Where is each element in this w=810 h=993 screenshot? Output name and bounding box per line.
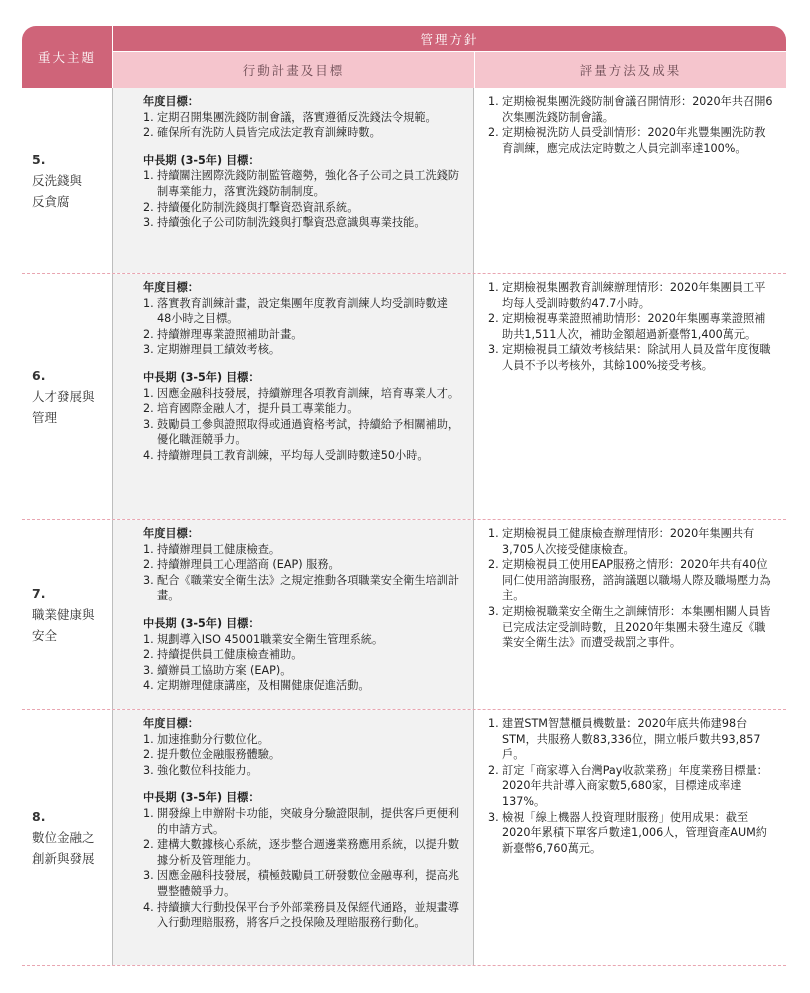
goal-item [143,542,461,558]
item-number: 3. [143,417,154,431]
action-plan-cell [112,274,474,519]
item-number: 4. [143,448,154,462]
item-number: 3. [488,810,499,824]
item-text: 持續辦理員工健康檢查。 [157,542,281,556]
action-plan-header: 行動計畫及目標 [112,52,474,88]
evaluation-item [488,526,774,557]
goal-item [143,837,461,868]
item-number: 2. [143,327,154,341]
goal-group [143,153,461,231]
goal-group-title: 中長期 (3-5年) 目標： [143,791,260,805]
goal-item [143,342,461,358]
goal-item [143,763,461,779]
theme-title: 反貪腐 [32,194,70,209]
item-text: 持續關注國際洗錢防制監管趨勢，強化各子公司之員工洗錢防制專業能力，落實洗錢防制制度。 [157,169,460,198]
goal-group-title: 年度目標： [143,95,199,108]
evaluation-item [488,94,774,125]
goal-item [143,732,461,748]
goal-group [143,716,461,778]
evaluation-item [488,763,774,810]
goal-item [143,401,461,417]
theme-cell [22,710,112,965]
goal-item [143,386,461,402]
item-text: 定期檢視集團洗錢防制會議召開情形：2020年共召開6次集團洗錢防制會議。 [502,95,773,124]
major-topic-header: 重大主題 [22,26,112,88]
management-policy-header: 管理方針 [112,26,786,52]
item-number: 1. [143,632,154,646]
item-number: 2. [488,558,499,572]
item-number: 3. [488,343,499,357]
table-body [22,88,786,966]
goal-group-title: 中長期 (3-5年) 目標： [143,616,260,630]
item-number: 1. [143,110,154,124]
goal-item [143,215,461,231]
item-number: 2. [143,748,154,762]
item-number: 3. [143,663,154,677]
goal-item [143,296,461,327]
policy-header-group [112,26,786,88]
item-number: 3. [143,869,154,883]
table-row [22,88,786,274]
item-text: 提升數位金融服務體驗。 [157,748,281,762]
goal-item [143,632,461,648]
goal-group-title: 中長期 (3-5年) 目標： [143,153,260,167]
item-number: 2. [143,648,154,662]
theme-title: 管理 [32,410,58,425]
goal-group-title: 中長期 (3-5年) 目標： [143,370,260,384]
evaluation-cell [474,520,786,709]
sub-header-row [112,52,786,88]
item-text: 規劃導入ISO 45001職業安全衛生管理系統。 [157,632,384,646]
item-number: 1. [143,169,154,183]
theme-title: 反洗錢與 [32,173,83,188]
item-text: 定期檢視員工績效考核結果：除試用人員及當年度復職人員不予以考核外，其餘100%接受考核。 [502,343,771,372]
item-number: 2. [488,763,499,777]
evaluation-header: 評量方法及成果 [474,52,786,88]
item-number: 2. [488,312,499,326]
item-number: 4. [143,679,154,693]
evaluation-item [488,810,774,857]
item-text: 持續優化防制洗錢與打擊資恐資訊系統。 [157,200,359,214]
goal-group [143,616,461,694]
goal-item [143,663,461,679]
goal-item [143,125,461,141]
goal-item [143,448,461,464]
item-number: 3. [143,763,154,777]
theme-title: 數位金融之 [32,830,95,845]
item-text: 持續擴大行動投保平台予外部業務員及保經代通路，並規畫導入行動理賠服務，將客戶之投保險及理賠服務行動化。 [157,900,460,930]
theme-number: 7. [32,586,46,601]
item-number: 1. [488,527,499,540]
goal-item [143,327,461,343]
item-text: 開發線上申辦附卡功能，突破身分驗證限制，提供客戶更便利的申請方式。 [157,806,460,836]
item-text: 持續辦理員工心理諮商 (EAP) 服務。 [157,558,340,572]
item-text: 因應金融科技發展，積極鼓勵員工研發數位金融專利，提高兆豐整體競爭力。 [157,869,460,898]
action-plan-cell [112,710,474,965]
item-number: 4. [143,900,154,914]
item-number: 2. [143,838,154,852]
goal-item [143,868,461,899]
item-number: 2. [143,126,154,140]
goal-item [143,747,461,763]
table-row [22,274,786,520]
evaluation-item [488,280,774,311]
item-number: 1. [488,95,499,108]
goal-group [143,280,461,358]
theme-title: 職業健康與 [32,607,95,622]
item-text: 定期檢視職業安全衛生之訓練情形：本集團相關人員皆已完成法定受訓時數，且2020年集團未發生違反《職業安全衛生法》而遭受裁罰之事件。 [502,604,771,650]
table-row [22,710,786,966]
item-number: 3. [143,216,154,230]
item-number: 2. [488,126,499,140]
action-plan-cell [112,520,474,709]
item-number: 3. [143,573,154,587]
item-text: 定期檢視洗防人員受訓情形：2020年兆豐集團洗防教育訓練，應完成法定時數之人員完訓率達100%。 [502,126,766,155]
goal-group [143,370,461,464]
goal-item [143,806,461,837]
theme-title: 人才發展與 [32,389,95,404]
goal-item [143,678,461,694]
item-text: 鼓勵員工參與證照取得或通過資格考試，持續給予相關補助，優化職涯競爭力。 [157,417,460,447]
item-text: 定期辦理健康講座，及相關健康促進活動。 [157,679,370,693]
item-text: 建置STM智慧櫃員機數量：2020年底共佈建98台STM，共服務人數83,336位，開立帳戶數共93,857戶。 [502,717,761,762]
goal-group-title: 年度目標： [143,281,199,294]
theme-number: 5. [32,152,46,167]
item-number: 1. [143,806,154,820]
item-text: 持續辦理員工教育訓練，平均每人受訓時數達50小時。 [157,448,429,462]
item-text: 續辦員工協助方案 (EAP)。 [157,663,292,677]
theme-title: 安全 [32,628,58,643]
goal-item [143,900,461,931]
item-text: 配合《職業安全衛生法》之規定推動各項職業安全衛生培訓計畫。 [157,573,460,603]
evaluation-item [488,604,774,651]
action-plan-cell [112,88,474,273]
goal-item [143,573,461,604]
theme-number: 6. [32,368,46,383]
item-number: 1. [143,386,154,400]
table-row [22,520,786,710]
item-number: 2. [143,558,154,572]
theme-number: 8. [32,809,46,824]
policy-table [22,26,786,966]
evaluation-item [488,342,774,373]
evaluation-item [488,125,774,156]
item-text: 因應金融科技發展，持續辦理各項教育訓練，培育專業人才。 [157,386,460,400]
item-number: 3. [488,604,499,618]
item-text: 落實教育訓練計畫，設定集團年度教育訓練人均受訓時數達48小時之目標。 [157,296,448,326]
item-text: 定期檢視員工健康檢查辦理情形：2020年集團共有3,705人次接受健康檢查。 [502,527,755,556]
theme-cell [22,520,112,709]
item-number: 1. [143,542,154,556]
evaluation-cell [474,274,786,519]
evaluation-item [488,716,774,763]
goal-item [143,557,461,573]
item-text: 定期檢視集團教育訓練辦理情形：2020年集團員工平均每人受訓時數約47.7小時。 [502,281,766,310]
item-number: 1. [488,281,499,294]
item-text: 定期辦理員工績效考核。 [157,343,281,357]
item-text: 加速推動分行數位化。 [157,732,269,746]
item-number: 2. [143,402,154,416]
goal-group [143,790,461,930]
item-text: 強化數位科技能力。 [157,763,258,777]
item-text: 檢視「線上機器人投資理財服務」使用成果：截至2020年累積下單客戶數達1,006人，管理資產AUM約新臺幣6,760萬元。 [502,810,767,855]
evaluation-cell [474,710,786,965]
item-text: 確保所有洗防人員皆完成法定教育訓練時數。 [157,126,381,140]
theme-title: 創新與發展 [32,851,95,866]
goal-group-title: 年度目標： [143,717,199,730]
goal-item [143,200,461,216]
item-text: 訂定「商家導入台灣Pay收款業務」年度業務目標量：2020年共計導入商家數5,680家，目標達成率達137%。 [502,763,768,808]
goal-group-title: 年度目標： [143,527,199,540]
item-number: 1. [143,732,154,746]
item-number: 2. [143,200,154,214]
goal-group [143,526,461,604]
item-number: 1. [488,717,499,730]
item-text: 定期召開集團洗錢防制會議，落實遵循反洗錢法令規範。 [157,110,437,124]
goal-item [143,168,461,199]
item-text: 建構大數據核心系統，逐步整合週邊業務應用系統，以提升數據分析及管理能力。 [157,838,460,867]
item-number: 1. [143,296,154,310]
table-header [22,26,786,88]
item-number: 3. [143,343,154,357]
item-text: 定期檢視員工使用EAP服務之情形：2020年共有40位同仁使用諮詢服務，諮詢議題以職場人際及職場壓力為主。 [502,558,771,603]
item-text: 持續提供員工健康檢查補助。 [157,648,303,662]
theme-cell [22,274,112,519]
goal-item [143,647,461,663]
theme-cell [22,88,112,273]
item-text: 培育國際金融人才，提升員工專業能力。 [157,402,359,416]
evaluation-cell [474,88,786,273]
goal-item [143,417,461,448]
evaluation-item [488,557,774,604]
evaluation-item [488,311,774,342]
goal-group [143,94,461,141]
item-text: 定期檢視專業證照補助情形：2020年集團專業證照補助共1,511人次，補助金額超過新臺幣1,400萬元。 [502,312,766,341]
item-text: 持續辦理專業證照補助計畫。 [157,327,303,341]
goal-item [143,110,461,126]
item-text: 持續強化子公司防制洗錢與打擊資恐意識與專業技能。 [157,216,426,230]
